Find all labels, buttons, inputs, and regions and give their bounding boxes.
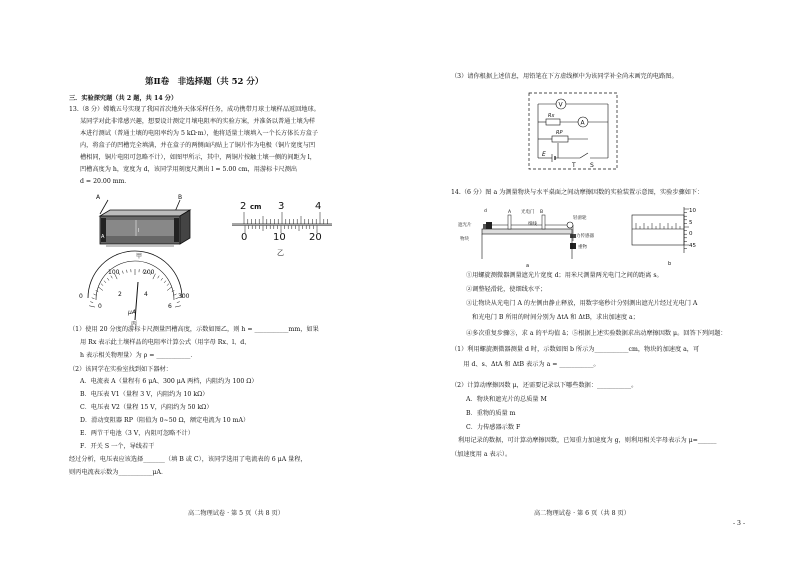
meter-tick (89, 306, 95, 307)
meter-tick (167, 287, 172, 291)
q13-1-line: （1）使用 20 分度的游标卡尺测量凹槽高度，示数如图乙，则 h = ___________mm，如果 (69, 326, 319, 333)
circuit-diagram (528, 92, 618, 170)
meter-inner-4: 4 (144, 291, 148, 298)
vernier-main-3: 3 (278, 201, 285, 212)
caption-jia: 甲 (136, 253, 143, 260)
meter-tick (127, 270, 128, 273)
equipment-item: C．电压表 V2（量程 15 V，内阻约为 50 kΩ） (80, 404, 213, 411)
vernier-main-4: 4 (315, 201, 322, 212)
equipment-item: A．电流表 A（量程有 6 μA、300 μA 两档，内阻约为 100 Ω） (80, 378, 258, 385)
meter-tick (174, 294, 177, 295)
q14-tail: 利用记录的数据，可计算动摩擦因数，已知重力加速度为 g，则利用相关字母表示为 μ=______ (458, 437, 717, 444)
meter-tick (167, 284, 169, 286)
q14-step: ①用螺旋测微器测量遮光片宽度 d；用米尺测量两光电门之间的距离 s。 (466, 272, 663, 279)
caption-bing: 丙 (131, 321, 138, 328)
label-weight: 重物 (578, 245, 587, 250)
meter-tick (101, 284, 103, 286)
section-title: 第Ⅱ卷 非选择题（共 52 分） (145, 77, 264, 87)
label-gate-A: A (508, 210, 512, 215)
meter-tick (90, 302, 93, 303)
q14-step: ④多次重复步骤③，求 a 的平均值 ā；⑤根据上述实验数据求出动摩擦因数 μ。回答下列问题： (466, 330, 727, 337)
label-block: 物块 (460, 237, 469, 242)
meter-outer-300: 300 (178, 293, 190, 300)
q13-line: d = 20.00 mm． (80, 178, 131, 185)
caption-a: a (526, 263, 530, 269)
meter-tick (122, 271, 123, 274)
q13-3-line: （3）请你根据上述信息，用铅笔在下方虚线框中为该同学补全尚未画完的电路图。 (451, 73, 678, 80)
footer-right: 高二物理试卷 · 第 6 页（共 8 页） (534, 510, 630, 517)
meter-inner-6: 6 (168, 303, 172, 310)
q13-tail: 经过分析，电压表应该选择_______（填 B 或 C），该同学选用了电流表的 6 μA 量程， (69, 456, 307, 463)
q13-line: 槽相同，铜片电阻可忽略不计），如图甲所示，其中，两铜片按触土壤一侧的间距为 l， (80, 154, 316, 161)
q14-step: 和光电门 B 所用的时间分别为 ΔtA 和 ΔtB，求出加速度 a； (466, 314, 639, 321)
label-shading: 遮光片 (458, 223, 472, 228)
q14-1-line: （1）利用螺旋测微器测量 d 时，示数如图 b 所示为___________cm，物块的加速度 a，可 (451, 346, 700, 353)
equipment-item: B．电压表 V1（量程 3 V，内阻约为 10 kΩ） (80, 391, 209, 398)
micro-5: 5 (689, 220, 693, 226)
caption-yi: 乙 (277, 249, 284, 257)
meter-tick (92, 298, 95, 299)
equipment-item: E．两节干电池（3 V，内阻可忽略不计） (80, 430, 194, 437)
voltmeter-label: V (558, 101, 563, 109)
figure-jia-box (90, 192, 200, 262)
label-d: d (484, 209, 487, 214)
vernier-unit: cm (250, 203, 262, 211)
q13-line: 某同学对此非常感兴趣，想要设计测定月壤电阻率的实验方案，并准备以普通土壤为样 (80, 118, 316, 125)
q14-tail: （加速度用 a 表示）。 (451, 451, 512, 458)
meter-inner-0: 0 (98, 303, 102, 310)
caption-b: b (668, 261, 672, 267)
equipment-item: D．滑动变阻器 RP（阻值为 0∼50 Ω，额定电流为 10 mA） (80, 417, 250, 424)
vernier-main-2: 2 (240, 201, 247, 212)
figure-a-apparatus (458, 207, 608, 269)
meter-outer-100: 100 (108, 269, 120, 276)
meter-outer-0: 0 (79, 293, 83, 300)
rx-label: Rx (548, 113, 555, 119)
q13-line: 凹槽高度为 h，宽度为 d，该同学用刻度尺测出 l = 5.00 cm，用游标卡尺测出 (80, 166, 298, 173)
figure-yi-vernier (232, 200, 332, 260)
option-item: B．重物的质量 m (466, 410, 516, 417)
option-item: A．物块和遮光片的总质量 M (466, 396, 547, 403)
q14-1-line: 用 d、s、ΔtA 和 ΔtB 表示为 a = ___________。 (451, 361, 600, 368)
q13-1-line: 用 Rx 表示此土壤样品的电阻率计算公式（用字母 Rx、l、d、 (80, 339, 251, 346)
q13-line: 内，将盒子的凹槽完全填满，并在盒子的两侧面内贴上了铜片作为电极（铜片宽度与凹 (80, 142, 316, 149)
meter-unit: μA (128, 309, 136, 316)
micro-10: 10 (689, 208, 696, 214)
q13-tail: 则丙电流表示数为___________μA． (69, 469, 168, 476)
equipment-item: F．开关 S 一个，导线若干 (80, 443, 155, 450)
label-A: A (96, 194, 101, 201)
q13-line: 13.（8 分）嫦娥五号实现了我国首次地外天体采样任务，成功携带月球土壤样品返回地球。 (69, 106, 320, 113)
meter-tick (107, 278, 109, 280)
meter-tick (175, 306, 181, 307)
switch-label: S (590, 162, 594, 169)
meter-outer-200: 200 (143, 269, 155, 276)
label-sensor: 力传感器 (576, 234, 594, 239)
meter-inner-2: 2 (118, 291, 122, 298)
meter-tick (177, 302, 180, 303)
meter-tick (111, 276, 113, 279)
figure-b-micrometer (630, 207, 700, 267)
label-gate-B: B (540, 210, 544, 215)
figure-bing-ammeter (80, 268, 190, 328)
meter-tick (98, 287, 103, 291)
q13-1-line: h 表示相关物理量）为 ρ = ___________． (80, 352, 197, 359)
label-B: B (178, 194, 183, 201)
vernier-sub-0: 0 (241, 232, 248, 243)
meter-tick (94, 294, 97, 295)
micro-45: 45 (689, 243, 696, 249)
meter-tick (104, 281, 106, 283)
q14-title: 14.（6 分）图 a 为测量物块与水平桌面之间动摩擦因数的实验装置示意图，实验步骤如下： (451, 189, 704, 196)
footer-left: 高二物理试卷 · 第 5 页（共 8 页） (188, 510, 284, 517)
label-string: 细线 (528, 222, 537, 227)
q14-step: ②调整轻滑轮，使细线水平； (466, 286, 547, 293)
label-l: l (138, 228, 140, 234)
q14-step: ③让物块从光电门 A 的左侧由静止释放，用数字毫秒计分别测出遮光片经过光电门 A (466, 300, 698, 307)
label-T: T (572, 162, 576, 169)
meter-tick (164, 281, 166, 283)
meter-tick (161, 278, 163, 280)
page-number: - 3 - (733, 520, 746, 527)
vernier-sub-20: 20 (309, 232, 322, 243)
micro-0: 0 (689, 231, 693, 237)
ammeter-label: A (580, 119, 585, 127)
meter-tick (158, 276, 160, 279)
label-pulley: 轻滑轮 (573, 216, 587, 221)
label-A-plate: A (101, 234, 105, 240)
q13-2-heading: （2）该同学在实验室找到如下器材： (69, 366, 172, 373)
battery-label: E (542, 151, 546, 158)
part-heading: 三．实验探究题（共 2 题，共 14 分） (69, 95, 178, 102)
q13-line: 本进行测试（普通土壤的电阻率约为 5 kΩ·m），他将适量土壤填入一个长方体长方盒子 (80, 130, 319, 137)
rp-label: RP (556, 130, 563, 136)
label-photogate: 光电门 (521, 210, 535, 215)
q14-2-line: （2）计算动摩擦因数 μ，还需要记录以下哪些数据：___________。 (451, 382, 638, 389)
vernier-sub-10: 10 (273, 232, 286, 243)
option-item: C．力传感器示数 F (466, 424, 521, 431)
